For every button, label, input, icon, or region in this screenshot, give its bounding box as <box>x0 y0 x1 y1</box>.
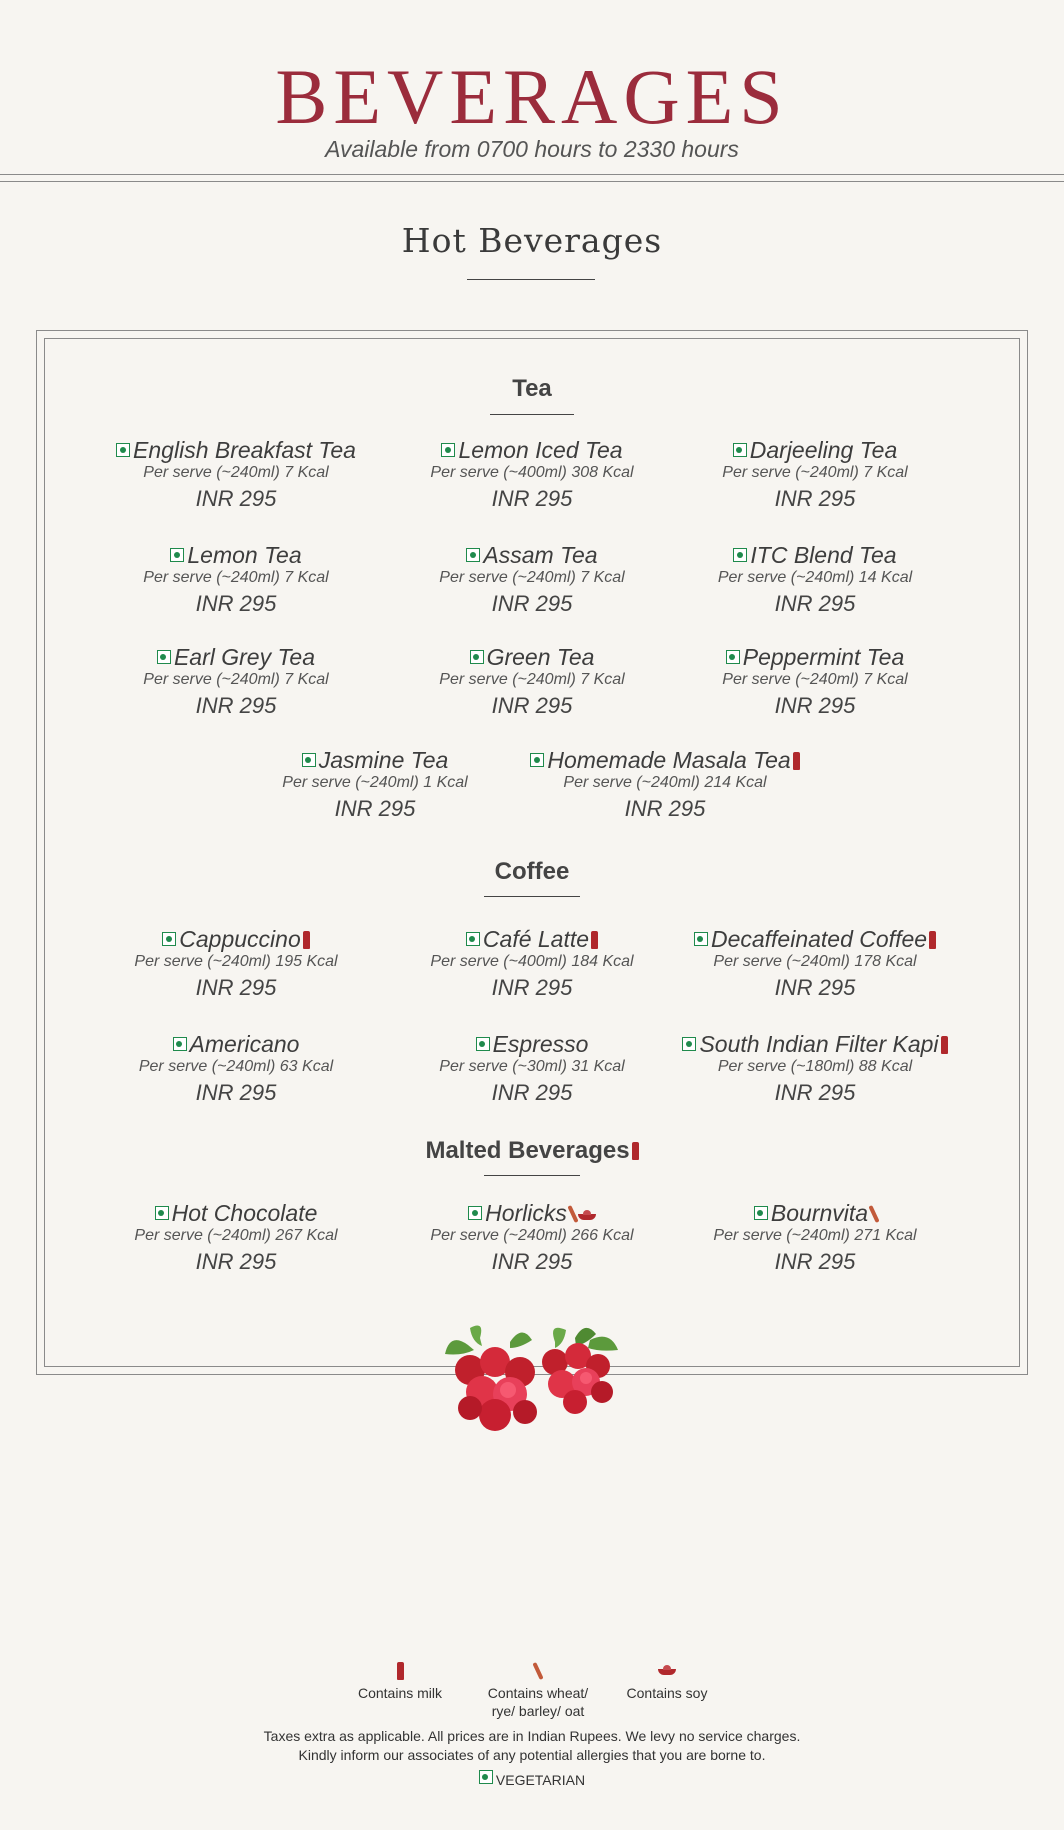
menu-item <box>91 644 381 721</box>
milk-icon <box>941 1036 948 1054</box>
soy-icon <box>578 1210 596 1220</box>
menu-item <box>670 1200 960 1277</box>
veg-icon <box>173 1037 187 1051</box>
veg-icon <box>441 443 455 457</box>
menu-item-calories: Per serve (~240ml) 63 Kcal <box>138 1058 334 1075</box>
veg-icon <box>754 1206 768 1220</box>
menu-item-price: INR 295 <box>491 1080 573 1105</box>
legend-wheat-label-2: rye/ barley/ oat <box>491 1703 585 1719</box>
menu-item-calories: Per serve (~180ml) 88 Kcal <box>717 1058 913 1075</box>
legend-soy <box>612 1662 722 1702</box>
menu-item <box>230 747 520 824</box>
raspberry-right <box>542 1343 613 1414</box>
menu-item-price: INR 295 <box>334 796 416 821</box>
legend-wheat <box>468 1662 608 1720</box>
menu-item <box>387 644 677 721</box>
raspberry-left <box>455 1347 537 1431</box>
menu-item-name-row <box>91 437 381 463</box>
menu-item-calories: Per serve (~30ml) 31 Kcal <box>439 1058 625 1075</box>
category-tea: Tea <box>512 375 552 402</box>
menu-item <box>387 1200 677 1277</box>
menu-item-calories: Per serve (~400ml) 184 Kcal <box>430 953 634 970</box>
menu-item-name: English Breakfast Tea <box>133 437 356 463</box>
menu-item-name: Café Latte <box>482 926 590 952</box>
menu-item-name-row <box>520 747 810 773</box>
section-underline <box>467 279 595 280</box>
menu-item-name-row <box>387 437 677 463</box>
menu-item-name-row <box>91 926 381 952</box>
category-malted-label: Malted Beverages <box>425 1137 630 1164</box>
header-divider <box>0 174 1064 182</box>
menu-item-name: Lemon Tea <box>187 542 302 568</box>
veg-icon <box>530 753 544 767</box>
menu-item-name: Assam Tea <box>483 542 598 568</box>
menu-item <box>91 542 381 619</box>
menu-item-price: INR 295 <box>195 591 277 616</box>
menu-item-name: Darjeeling Tea <box>749 437 898 463</box>
menu-item-price: INR 295 <box>491 975 573 1000</box>
menu-title: BEVERAGES <box>275 53 789 140</box>
milk-icon <box>632 1142 639 1160</box>
menu-item-name: Decaffeinated Coffee <box>710 926 928 952</box>
footer-taxes: Taxes extra as applicable. All prices are in Indian Rupees. We levy no service charges. <box>263 1728 801 1744</box>
soy-icon <box>612 1662 722 1684</box>
menu-item-price: INR 295 <box>195 975 277 1000</box>
menu-item <box>91 926 381 1003</box>
menu-item-name: Earl Grey Tea <box>173 644 316 670</box>
menu-item-price: INR 295 <box>491 486 573 511</box>
menu-item-name: Hot Chocolate <box>171 1200 318 1226</box>
menu-item-calories: Per serve (~240ml) 7 Kcal <box>439 569 625 586</box>
veg-icon <box>733 548 747 562</box>
legend-milk-label: Contains milk <box>357 1685 443 1701</box>
menu-item-name-row <box>670 1200 960 1226</box>
veg-icon <box>694 932 708 946</box>
menu-item <box>670 542 960 619</box>
menu-item-name: Jasmine Tea <box>318 747 449 773</box>
veg-legend <box>0 1770 1064 1788</box>
menu-item-name-row <box>670 926 960 952</box>
veg-icon <box>116 443 130 457</box>
menu-item <box>387 437 677 514</box>
menu-item-name-row <box>670 542 960 568</box>
menu-item-name: Cappuccino <box>179 926 301 952</box>
menu-item-price: INR 295 <box>491 591 573 616</box>
veg-icon <box>466 932 480 946</box>
menu-item-price: INR 295 <box>774 693 856 718</box>
category-malted-underline <box>484 1175 580 1176</box>
menu-item-name: Espresso <box>492 1031 589 1057</box>
veg-icon <box>302 753 316 767</box>
menu-item-name-row <box>91 644 381 670</box>
veg-icon <box>466 548 480 562</box>
menu-item-name-row <box>387 926 677 952</box>
menu-item <box>91 1200 381 1277</box>
milk-icon <box>340 1662 460 1684</box>
menu-item-price: INR 295 <box>195 1249 277 1274</box>
menu-item-name-row <box>670 644 960 670</box>
menu-item-calories: Per serve (~240ml) 1 Kcal <box>282 774 468 791</box>
menu-item-name-row <box>91 542 381 568</box>
menu-item <box>670 437 960 514</box>
menu-item-calories: Per serve (~240ml) 7 Kcal <box>143 464 329 481</box>
menu-item-price: INR 295 <box>195 486 277 511</box>
menu-item-name-row <box>670 437 960 463</box>
menu-item-name: Americano <box>189 1031 300 1057</box>
menu-item-name: Green Tea <box>486 644 595 670</box>
menu-item <box>387 1031 677 1108</box>
veg-icon <box>468 1206 482 1220</box>
menu-item-name: South Indian Filter Kapi <box>699 1031 939 1057</box>
veg-icon <box>170 548 184 562</box>
menu-item <box>387 542 677 619</box>
menu-item <box>91 437 381 514</box>
menu-item-name-row <box>91 1200 381 1226</box>
menu-item <box>670 926 960 1003</box>
menu-item-calories: Per serve (~240ml) 267 Kcal <box>134 1227 338 1244</box>
menu-item-name-row <box>387 1200 677 1226</box>
menu-item <box>670 644 960 721</box>
menu-item-name: Lemon Iced Tea <box>458 437 623 463</box>
menu-item-calories: Per serve (~240ml) 195 Kcal <box>134 953 338 970</box>
category-tea-underline <box>490 414 574 415</box>
raspberry-illustration <box>440 1320 630 1440</box>
menu-item-calories: Per serve (~240ml) 178 Kcal <box>713 953 917 970</box>
menu-item-name: Peppermint Tea <box>742 644 905 670</box>
menu-item-price: INR 295 <box>624 796 706 821</box>
menu-item <box>91 1031 381 1108</box>
milk-icon <box>303 931 310 949</box>
menu-item <box>520 747 810 824</box>
leaf-icon <box>445 1326 618 1355</box>
menu-item-name-row <box>91 1031 381 1057</box>
wheat-icon <box>468 1662 608 1684</box>
legend-soy-label: Contains soy <box>626 1685 708 1701</box>
legend-wheat-label-1: Contains wheat/ <box>487 1685 589 1701</box>
menu-item-price: INR 295 <box>491 693 573 718</box>
menu-item <box>670 1031 960 1108</box>
menu-hours: Available from 0700 hours to 2330 hours <box>325 136 739 162</box>
category-coffee: Coffee <box>494 858 570 885</box>
menu-item-calories: Per serve (~240ml) 7 Kcal <box>439 671 625 688</box>
veg-icon <box>682 1037 696 1051</box>
menu-item-price: INR 295 <box>491 1249 573 1274</box>
menu-item-price: INR 295 <box>195 1080 277 1105</box>
milk-icon <box>929 931 936 949</box>
veg-legend-label: VEGETARIAN <box>495 1772 586 1788</box>
menu-item-name: Homemade Masala Tea <box>547 747 791 773</box>
veg-icon <box>470 650 484 664</box>
menu-item-price: INR 295 <box>774 1080 856 1105</box>
menu-item-price: INR 295 <box>195 693 277 718</box>
menu-item-price: INR 295 <box>774 975 856 1000</box>
wheat-icon <box>868 1205 879 1223</box>
menu-item-name-row <box>387 644 677 670</box>
legend-milk <box>340 1662 460 1702</box>
menu-item-calories: Per serve (~240ml) 7 Kcal <box>143 569 329 586</box>
menu-item-name: Horlicks <box>485 1200 567 1226</box>
section-title: Hot Beverages <box>401 221 663 260</box>
menu-item-name-row <box>387 542 677 568</box>
menu-item-calories: Per serve (~240ml) 7 Kcal <box>722 671 908 688</box>
menu-item <box>387 926 677 1003</box>
veg-icon <box>479 1770 493 1784</box>
veg-icon <box>726 650 740 664</box>
menu-item-price: INR 295 <box>774 591 856 616</box>
veg-icon <box>162 932 176 946</box>
menu-item-name-row <box>230 747 520 773</box>
footer-allergy: Kindly inform our associates of any potential allergies that you are borne to. <box>298 1747 766 1763</box>
menu-item-name: ITC Blend Tea <box>750 542 897 568</box>
menu-item-calories: Per serve (~400ml) 308 Kcal <box>430 464 634 481</box>
menu-item-calories: Per serve (~240ml) 266 Kcal <box>430 1227 634 1244</box>
milk-icon <box>591 931 598 949</box>
menu-item-name-row <box>670 1031 960 1057</box>
category-coffee-underline <box>484 896 580 897</box>
wheat-icon <box>567 1205 578 1223</box>
menu-item-calories: Per serve (~240ml) 14 Kcal <box>717 569 913 586</box>
category-malted <box>392 1137 672 1165</box>
milk-icon <box>793 752 800 770</box>
menu-item-name-row <box>387 1031 677 1057</box>
menu-item-name: Bournvita <box>770 1200 869 1226</box>
veg-icon <box>157 650 171 664</box>
menu-item-calories: Per serve (~240ml) 214 Kcal <box>563 774 767 791</box>
menu-item-price: INR 295 <box>774 1249 856 1274</box>
veg-icon <box>155 1206 169 1220</box>
veg-icon <box>476 1037 490 1051</box>
menu-item-calories: Per serve (~240ml) 271 Kcal <box>713 1227 917 1244</box>
menu-item-calories: Per serve (~240ml) 7 Kcal <box>722 464 908 481</box>
menu-item-price: INR 295 <box>774 486 856 511</box>
veg-icon <box>733 443 747 457</box>
menu-item-calories: Per serve (~240ml) 7 Kcal <box>143 671 329 688</box>
